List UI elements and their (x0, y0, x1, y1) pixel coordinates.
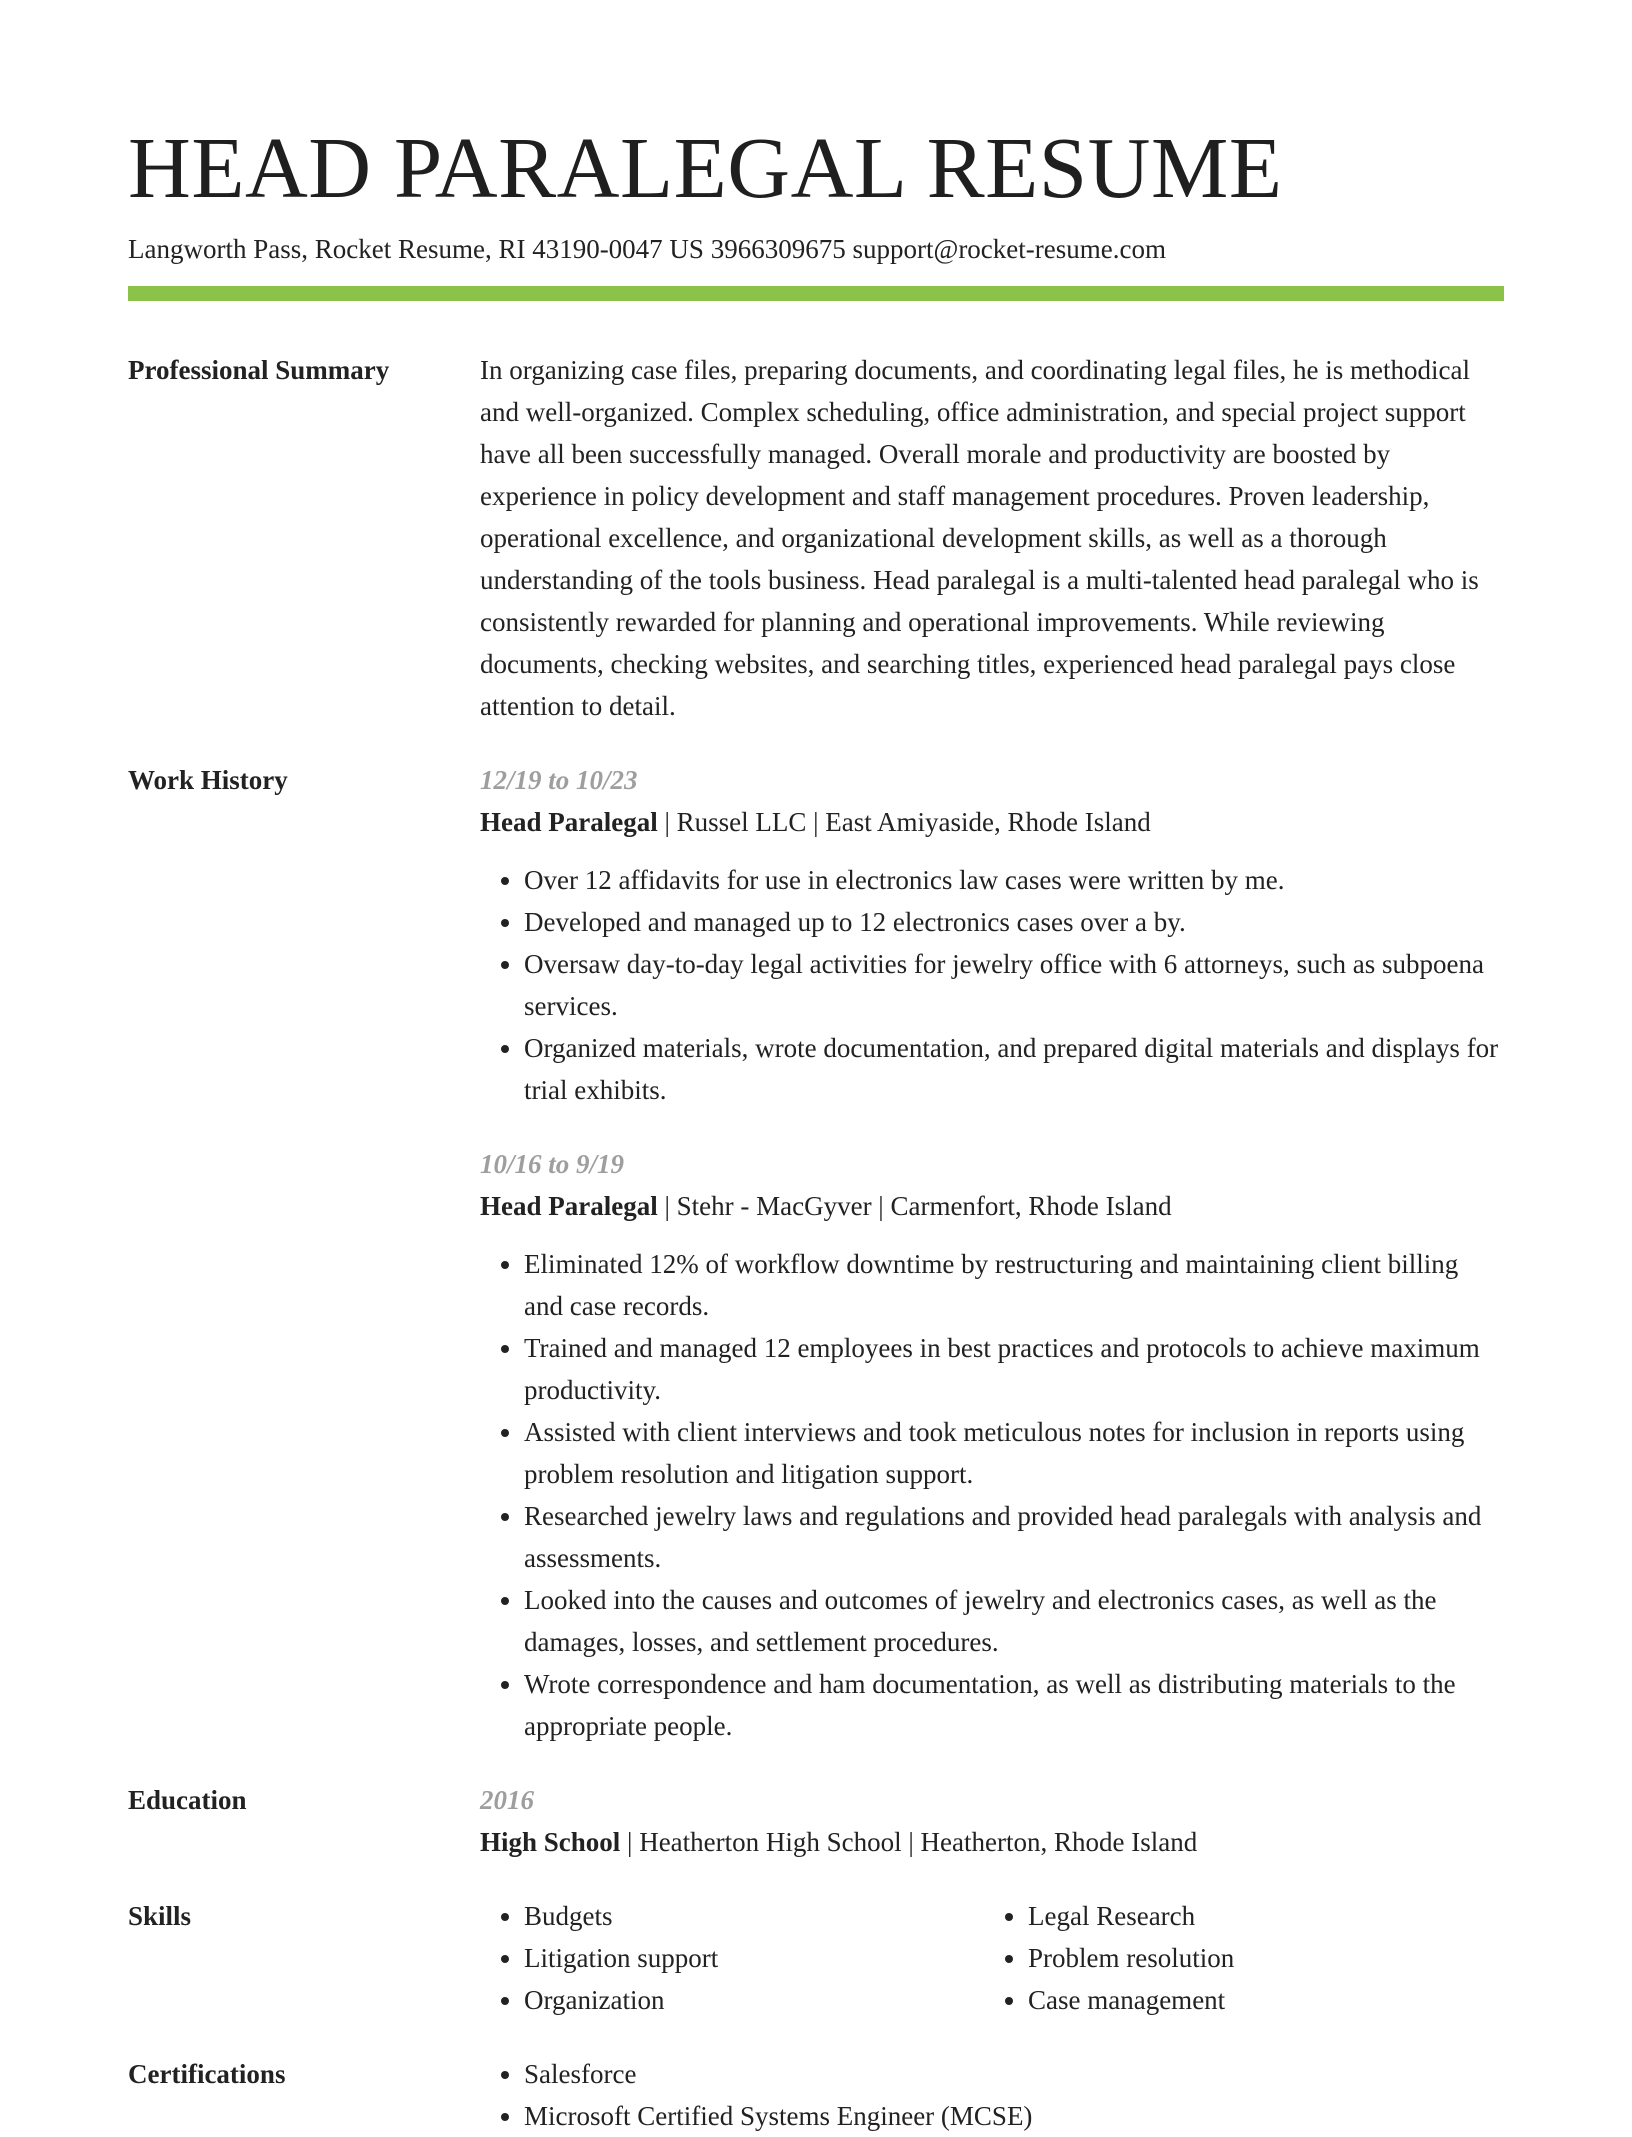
education-degree: High School (480, 1827, 621, 1857)
job-bullet: • Looked into the causes and outcomes of jewelry and electronics cases, as well as the damages, losses, and settlement procedures. (524, 1579, 1504, 1663)
certifications-label: Certifications (128, 2059, 286, 2089)
job-dates: 12/19 to 10/23 (480, 765, 638, 795)
job-entry (480, 1143, 1504, 1747)
skill-item: • Organization (524, 1979, 984, 2021)
education-heading (480, 1821, 1504, 1863)
education-date: 2016 (480, 1785, 534, 1815)
certification-item: • Salesforce (524, 2053, 1504, 2095)
job-entry (480, 759, 1504, 1111)
job-bullet: • Organized materials, wrote documentation, and prepared digital materials and displays for trial exhibits. (524, 1027, 1504, 1111)
job-bullet: • Eliminated 12% of workflow downtime by restructuring and maintaining client billing and case records. (524, 1243, 1504, 1327)
job-bullet: • Developed and managed up to 12 electronics cases over a by. (524, 901, 1504, 943)
job-title: Head Paralegal (480, 807, 658, 837)
certification-item: • Microsoft Certified Systems Engineer (MCSE) (524, 2095, 1504, 2137)
job-bullet: • Researched jewelry laws and regulations and provided head paralegals with analysis and assessments. (524, 1495, 1504, 1579)
education-content (480, 1779, 1504, 1863)
skills-label: Skills (128, 1901, 192, 1931)
skill-item: • Budgets (524, 1895, 984, 1937)
education-label: Education (128, 1785, 247, 1815)
job-bullets (480, 1243, 1504, 1747)
work-history-label: Work History (128, 765, 288, 795)
job-dates: 10/16 to 9/19 (480, 1149, 625, 1179)
skill-item: • Legal Research (1028, 1895, 1488, 1937)
resume-title: HEAD PARALEGAL RESUME (128, 119, 1283, 216)
accent-divider (128, 286, 1504, 301)
summary-label: Professional Summary (128, 355, 390, 385)
job-company-location: | Russel LLC | East Amiyaside, Rhode Island (657, 807, 1151, 837)
job-company-location: | Stehr - MacGyver | Carmenfort, Rhode Island (657, 1191, 1172, 1221)
certifications-content (480, 2053, 1504, 2137)
job-bullets (480, 859, 1504, 1111)
job-title: Head Paralegal (480, 1191, 658, 1221)
skills-list-left (480, 1895, 984, 2021)
summary-text: In organizing case files, preparing documents, and coordinating legal files, he is methodical and well-organized. Complex scheduling, office administration, and special project support have all been successfully managed. Overall morale and productivity are boosted by experience in policy development and staff management procedures. Proven leadership, operational excellence, and organizational development skills, as well as a thorough understanding of the tools business. Head paralegal is a multi-talented head paralegal who is consistently rewarded for planning and operational improvements. While reviewing documents, checking websites, and searching titles, experienced head paralegal pays close attention to detail. (480, 355, 1479, 721)
job-bullet: • Assisted with client interviews and took meticulous notes for inclusion in reports using problem resolution and litigation support. (524, 1411, 1504, 1495)
job-heading (480, 801, 1504, 843)
certifications-list (480, 2053, 1504, 2137)
job-bullet: • Wrote correspondence and ham documentation, as well as distributing materials to the appropriate people. (524, 1663, 1504, 1747)
job-heading (480, 1185, 1504, 1227)
skill-item: • Case management (1028, 1979, 1488, 2021)
job-bullet: • Trained and managed 12 employees in best practices and protocols to achieve maximum productivity. (524, 1327, 1504, 1411)
contact-line: Langworth Pass, Rocket Resume, RI 43190-0047 US 3966309675 support@rocket-resume.com (128, 234, 1166, 264)
work-history-content (480, 759, 1504, 1747)
education-school-location: | Heatherton High School | Heatherton, Rhode Island (620, 1827, 1198, 1857)
skills-list-right (984, 1895, 1488, 2021)
skill-item: • Litigation support (524, 1937, 984, 1979)
skills-content (480, 1895, 1504, 2021)
job-bullet: • Oversaw day-to-day legal activities for jewelry office with 6 attorneys, such as subpoena services. (524, 943, 1504, 1027)
resume-page (128, 0, 1504, 2131)
job-bullet: • Over 12 affidavits for use in electronics law cases were written by me. (524, 859, 1504, 901)
skill-item: • Problem resolution (1028, 1937, 1488, 1979)
